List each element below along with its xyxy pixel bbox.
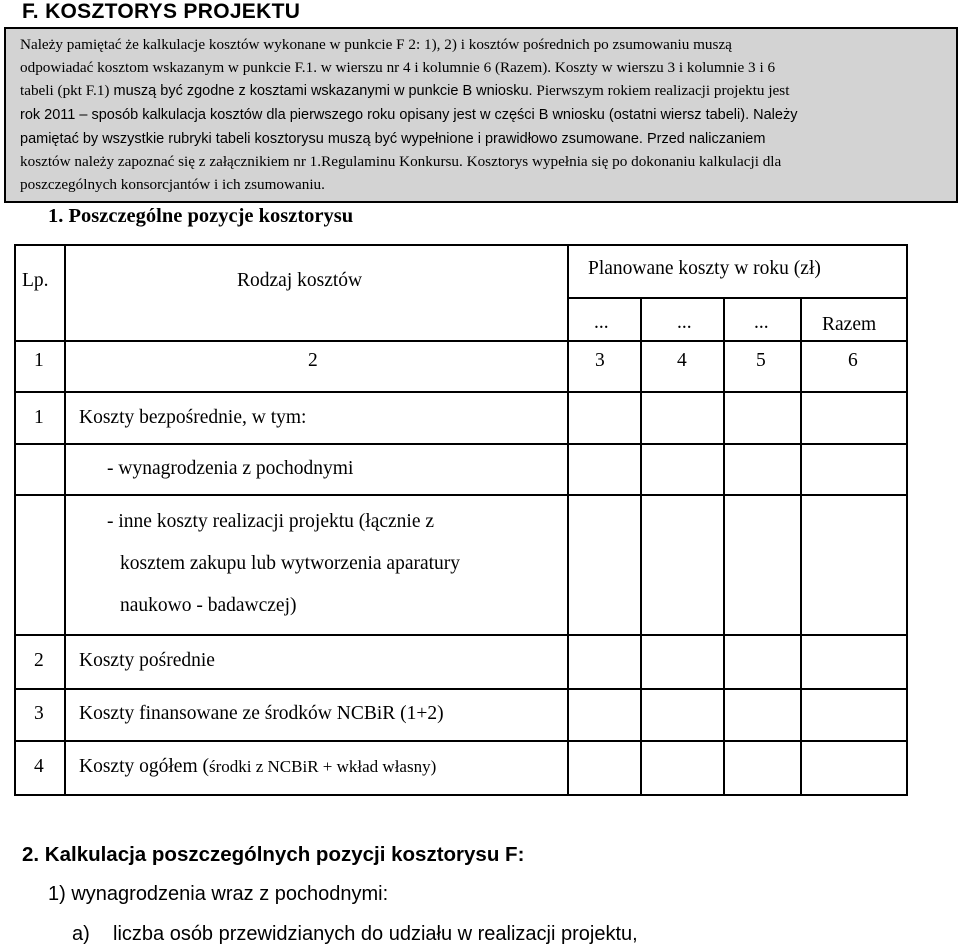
table-border — [14, 494, 908, 496]
table-border — [14, 340, 908, 342]
table-border — [567, 297, 908, 299]
row-label: kosztem zakupu lub wytworzenia aparatury — [120, 553, 461, 574]
list-marker: a) — [72, 923, 90, 945]
table-border — [64, 244, 66, 796]
row-number: 3 — [34, 703, 44, 724]
row-label: - inne koszty realizacji projektu (łącznie z — [107, 511, 435, 532]
instruction-note — [4, 27, 958, 203]
note-text: tabeli (pkt F.1) — [20, 82, 110, 99]
column-number: 5 — [756, 350, 766, 371]
note-line: kosztów należy zapoznać się z załącznikiem nr 1.Regulaminu Konkursu. Kosztorys wypełnia się po dokonaniu kalkulacji dla — [20, 153, 782, 170]
page-title: F. KOSZTORYS PROJEKTU — [22, 0, 301, 23]
note-line: Należy pamiętać że kalkulacje kosztów wykonane w punkcie F 2: 1), 2) i kosztów pośrednich po zsumowaniu muszą — [20, 36, 732, 53]
note-line: pamiętać by wszystkie rubryki tabeli kosztorysu muszą być wypełnione i prawidłowo zsumowane. Przed naliczaniem — [20, 131, 766, 147]
row-number: 4 — [34, 756, 44, 777]
table-border — [640, 298, 642, 796]
row-label: - wynagrodzenia z pochodnymi — [107, 458, 354, 479]
table-border — [800, 298, 802, 796]
row-label: naukowo - badawczej) — [120, 595, 297, 616]
table-border — [14, 244, 16, 796]
list-item: liczba osób przewidzianych do udziału w realizacji projektu, — [113, 923, 638, 945]
table-border — [723, 298, 725, 796]
column-number: 2 — [308, 350, 318, 371]
col-header-total: Razem — [822, 314, 877, 335]
table-border — [14, 391, 908, 393]
table-border — [14, 443, 908, 445]
note-line: odpowiadać kosztom wskazanym w punkcie F.1. w wierszu nr 4 i kolumnie 6 (Razem). Koszty w wierszu 3 i kolumnie 3 i 6 — [20, 59, 776, 76]
column-number: 3 — [595, 350, 605, 371]
col-header-type: Rodzaj kosztów — [237, 270, 363, 291]
note-line: rok 2011 – sposób kalkulacja kosztów dla pierwszego roku opisany jest w części B wniosku (ostatni wiersz tabeli). Należy — [20, 107, 798, 123]
section-heading: 2. Kalkulacja poszczególnych pozycji kosztorysu F: — [22, 843, 525, 866]
table-border — [14, 634, 908, 636]
col-header-year: ... — [677, 312, 692, 333]
table-border — [14, 794, 908, 796]
row-label-small: środki z NCBiR + wkład własny) — [208, 757, 437, 776]
table-border — [906, 244, 908, 796]
table-border — [14, 740, 908, 742]
col-header-planned: Planowane koszty w roku (zł) — [588, 258, 821, 279]
row-label: Koszty pośrednie — [79, 650, 215, 671]
table-border — [14, 688, 908, 690]
note-text: muszą być zgodne z kosztami wskazanymi w punkcie B wniosku. — [109, 83, 533, 99]
col-header-year: ... — [754, 312, 769, 333]
note-line: poszczególnych konsorcjantów i ich zsumowaniu. — [20, 176, 325, 193]
row-number: 2 — [34, 650, 44, 671]
column-number: 1 — [34, 350, 44, 371]
note-text: Pierwszym rokiem realizacji projektu jest — [532, 82, 790, 99]
row-label — [79, 756, 436, 778]
note-line — [20, 81, 789, 101]
row-label: Koszty finansowane ze środków NCBiR (1+2) — [79, 703, 444, 724]
col-header-year: ... — [594, 312, 609, 333]
table-border — [567, 244, 569, 796]
column-number: 4 — [677, 350, 687, 371]
section-heading: 1. Poszczególne pozycje kosztorysu — [48, 205, 354, 227]
row-label: Koszty bezpośrednie, w tym: — [79, 407, 307, 428]
row-number: 1 — [34, 407, 44, 428]
row-label-main: Koszty ogółem ( — [79, 756, 209, 777]
table-border — [14, 244, 908, 246]
col-header-lp: Lp. — [22, 270, 49, 291]
column-number: 6 — [848, 350, 858, 371]
list-item: 1) wynagrodzenia wraz z pochodnymi: — [48, 883, 389, 905]
